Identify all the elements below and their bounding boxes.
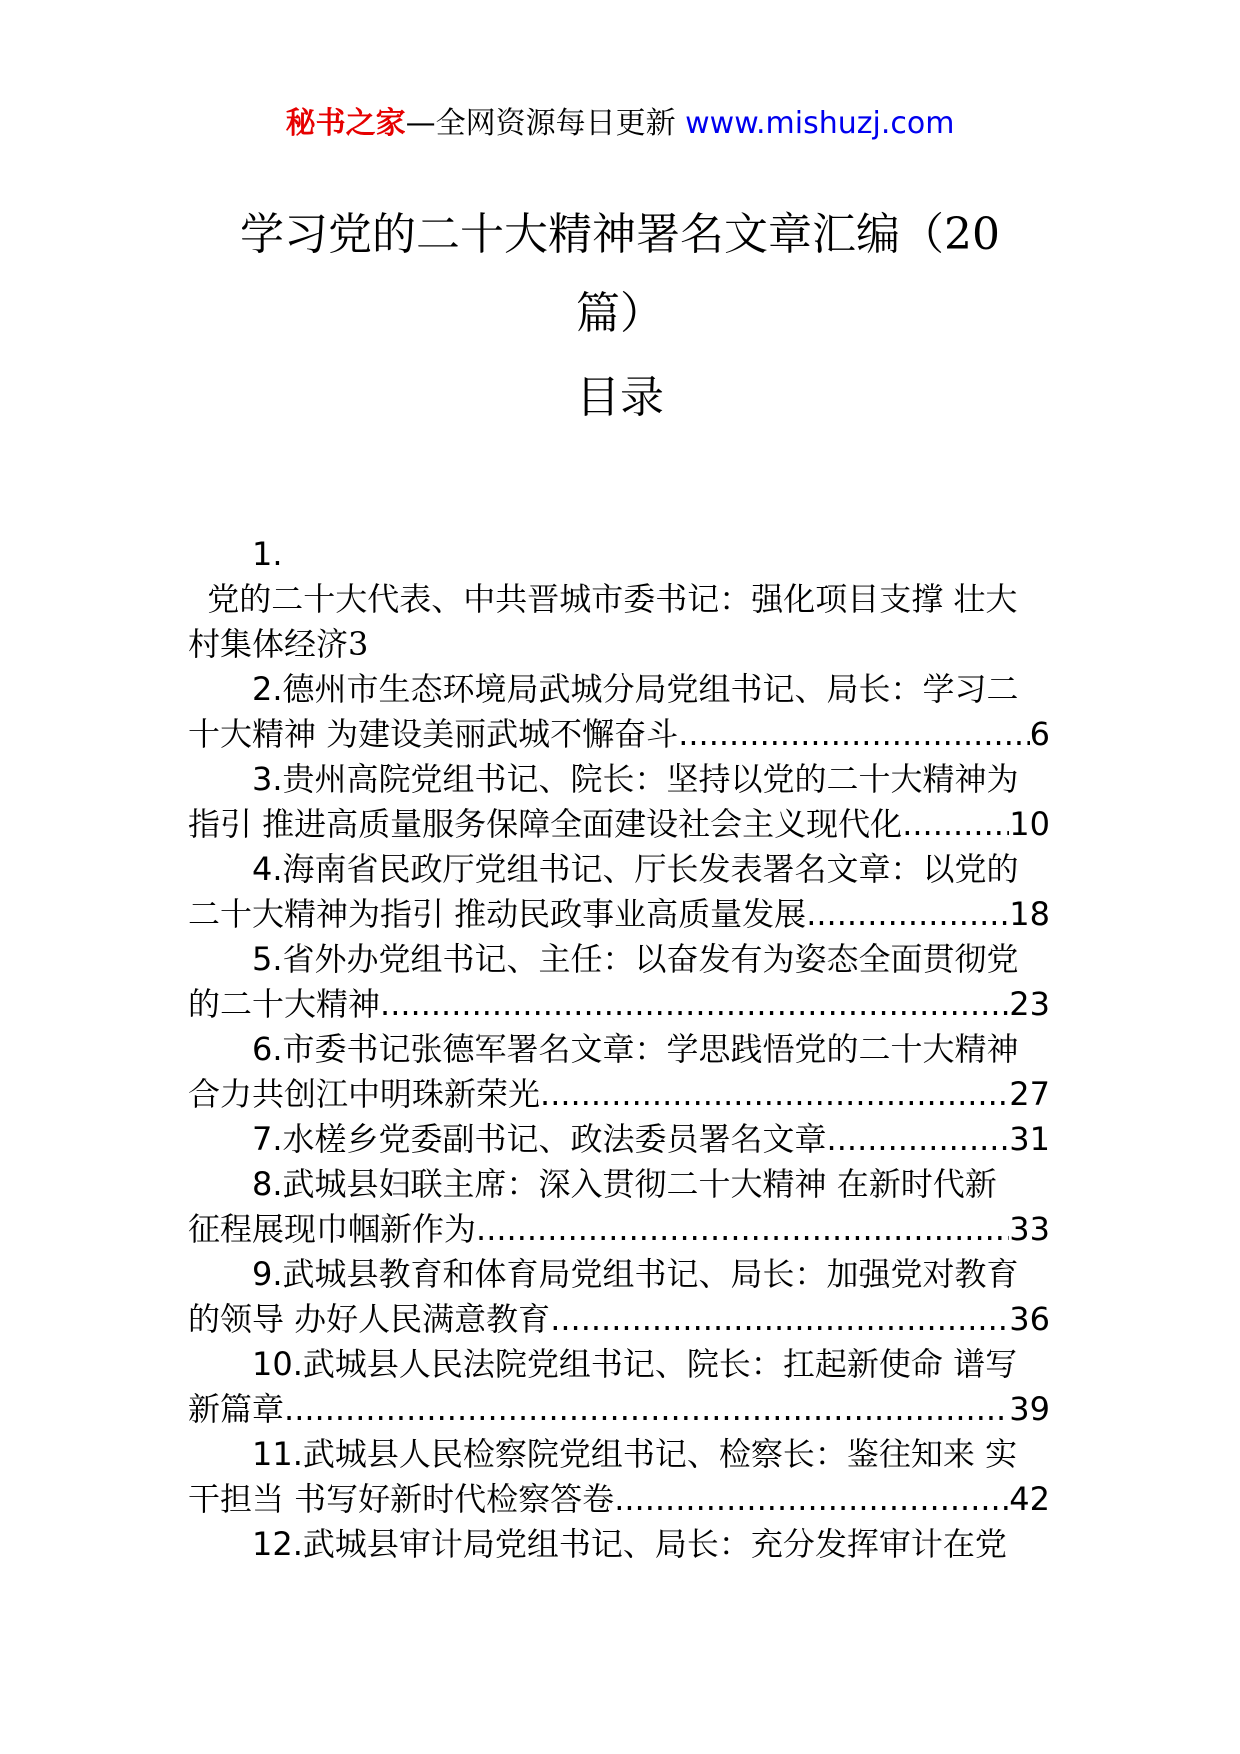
- document-title-line1: [0, 205, 1240, 265]
- toc-entry-page: 33: [1009, 1210, 1050, 1248]
- toc-heading: 目录: [576, 372, 664, 423]
- toc-entry-title: 5.省外办党组书记、主任：以奋发有为姿态全面贯彻党: [252, 940, 1019, 978]
- toc-entry-8[interactable]: [188, 1162, 1050, 1252]
- toc-entry-10[interactable]: [188, 1342, 1050, 1432]
- toc-entry-title-cont: 干担当 书写好新时代检察答卷: [188, 1480, 615, 1518]
- toc-entry-title: 11.武城县人民检察院党组书记、检察长：鉴往知来 实: [252, 1435, 1018, 1473]
- toc-entry-2[interactable]: [188, 667, 1050, 757]
- toc-entry-title: 党的二十大代表、中共晋城市委书记：强化项目支撑 壮大: [207, 580, 1018, 618]
- toc-entry-page: 3: [348, 625, 369, 663]
- toc-entry-title: 10.武城县人民法院党组书记、院长：扛起新使命 谱写: [252, 1345, 1018, 1383]
- toc-entry-title: 6.市委书记张德军署名文章：学思践悟党的二十大精神: [252, 1030, 1019, 1068]
- toc-entry-page: 36: [1009, 1300, 1050, 1338]
- toc-entry-title: 2.德州市生态环境局武城分局党组书记、局长：学习二: [252, 670, 1019, 708]
- banner-url-link[interactable]: www.mishuzj.com: [685, 106, 955, 141]
- toc-entry-11[interactable]: [188, 1432, 1050, 1522]
- toc-entry-title-cont: 指引 推进高质量服务保障全面建设社会主义现代化: [188, 805, 903, 843]
- toc-entry-title-cont: 二十大精神为指引 推动民政事业高质量发展: [188, 895, 807, 933]
- toc-entry-title: 7.水槎乡党委副书记、政法委员署名文章: [252, 1120, 827, 1158]
- toc-entry-12[interactable]: [188, 1522, 1050, 1567]
- toc-entry-page: 18: [1009, 895, 1050, 933]
- banner-separator: —: [405, 106, 436, 141]
- toc-entry-title-cont: 的二十大精神: [188, 985, 381, 1023]
- toc-entry-5[interactable]: [188, 937, 1050, 1027]
- toc-entry-page: 31: [1009, 1120, 1050, 1158]
- toc-entry-title-cont: 十大精神 为建设美丽武城不懈奋斗: [188, 715, 679, 753]
- toc-entry-6[interactable]: [188, 1027, 1050, 1117]
- toc-leader-dots: [550, 1297, 1009, 1342]
- toc-entry-title-cont: 的领导 办好人民满意教育: [188, 1300, 551, 1338]
- toc-leader-dots: [806, 892, 1009, 937]
- toc-entry-title-cont: 村集体经济: [188, 625, 349, 663]
- banner-tagline: 全网资源每日更新: [435, 106, 676, 141]
- document-title-line2: 篇）: [576, 288, 664, 339]
- title-text: 学习党的二十大精神署名文章汇编（: [240, 209, 944, 260]
- toc-entry-page: 27: [1009, 1075, 1050, 1113]
- banner-brand: 秘书之家: [285, 106, 406, 141]
- table-of-contents: [188, 532, 1050, 1567]
- toc-leader-dots: [678, 712, 1029, 757]
- toc-leader-dots: [476, 1207, 1009, 1252]
- toc-entry-title-cont: 新篇章: [188, 1390, 285, 1428]
- toc-leader-dots: [614, 1477, 1009, 1522]
- toc-leader-dots: [540, 1072, 1009, 1117]
- toc-leader-dots: [902, 802, 1009, 847]
- toc-entry-page: 6: [1029, 715, 1050, 753]
- toc-entry-title: 9.武城县教育和体育局党组书记、局长：加强党对教育: [252, 1255, 1019, 1293]
- site-banner: [0, 104, 1240, 144]
- toc-entry-page: 23: [1009, 985, 1050, 1023]
- toc-entry-title: 3.贵州高院党组书记、院长：坚持以党的二十大精神为: [252, 760, 1019, 798]
- toc-entry-page: 42: [1009, 1480, 1050, 1518]
- toc-entry-1[interactable]: [188, 532, 1050, 667]
- toc-entry-title: 12.武城县审计局党组书记、局长：充分发挥审计在党: [252, 1525, 1007, 1563]
- toc-entry-page: 10: [1009, 805, 1050, 843]
- toc-leader-dots: [827, 1117, 1010, 1162]
- toc-entry-page: 39: [1009, 1390, 1050, 1428]
- toc-entry-9[interactable]: [188, 1252, 1050, 1342]
- toc-entry-4[interactable]: [188, 847, 1050, 937]
- toc-entry-title: 8.武城县妇联主席：深入贯彻二十大精神 在新时代新: [252, 1165, 997, 1203]
- toc-leader-dots: [284, 1387, 1009, 1432]
- toc-leader-dots: [380, 982, 1009, 1027]
- toc-entry-3[interactable]: [188, 757, 1050, 847]
- toc-entry-number: 1.: [252, 535, 283, 573]
- toc-entry-title-cont: 征程展现巾帼新作为: [188, 1210, 477, 1248]
- toc-entry-title: 4.海南省民政厅党组书记、厅长发表署名文章：以党的: [252, 850, 1019, 888]
- toc-entry-7[interactable]: [188, 1117, 1050, 1162]
- toc-entry-title-cont: 合力共创江中明珠新荣光: [188, 1075, 541, 1113]
- title-count: 20: [944, 209, 1000, 260]
